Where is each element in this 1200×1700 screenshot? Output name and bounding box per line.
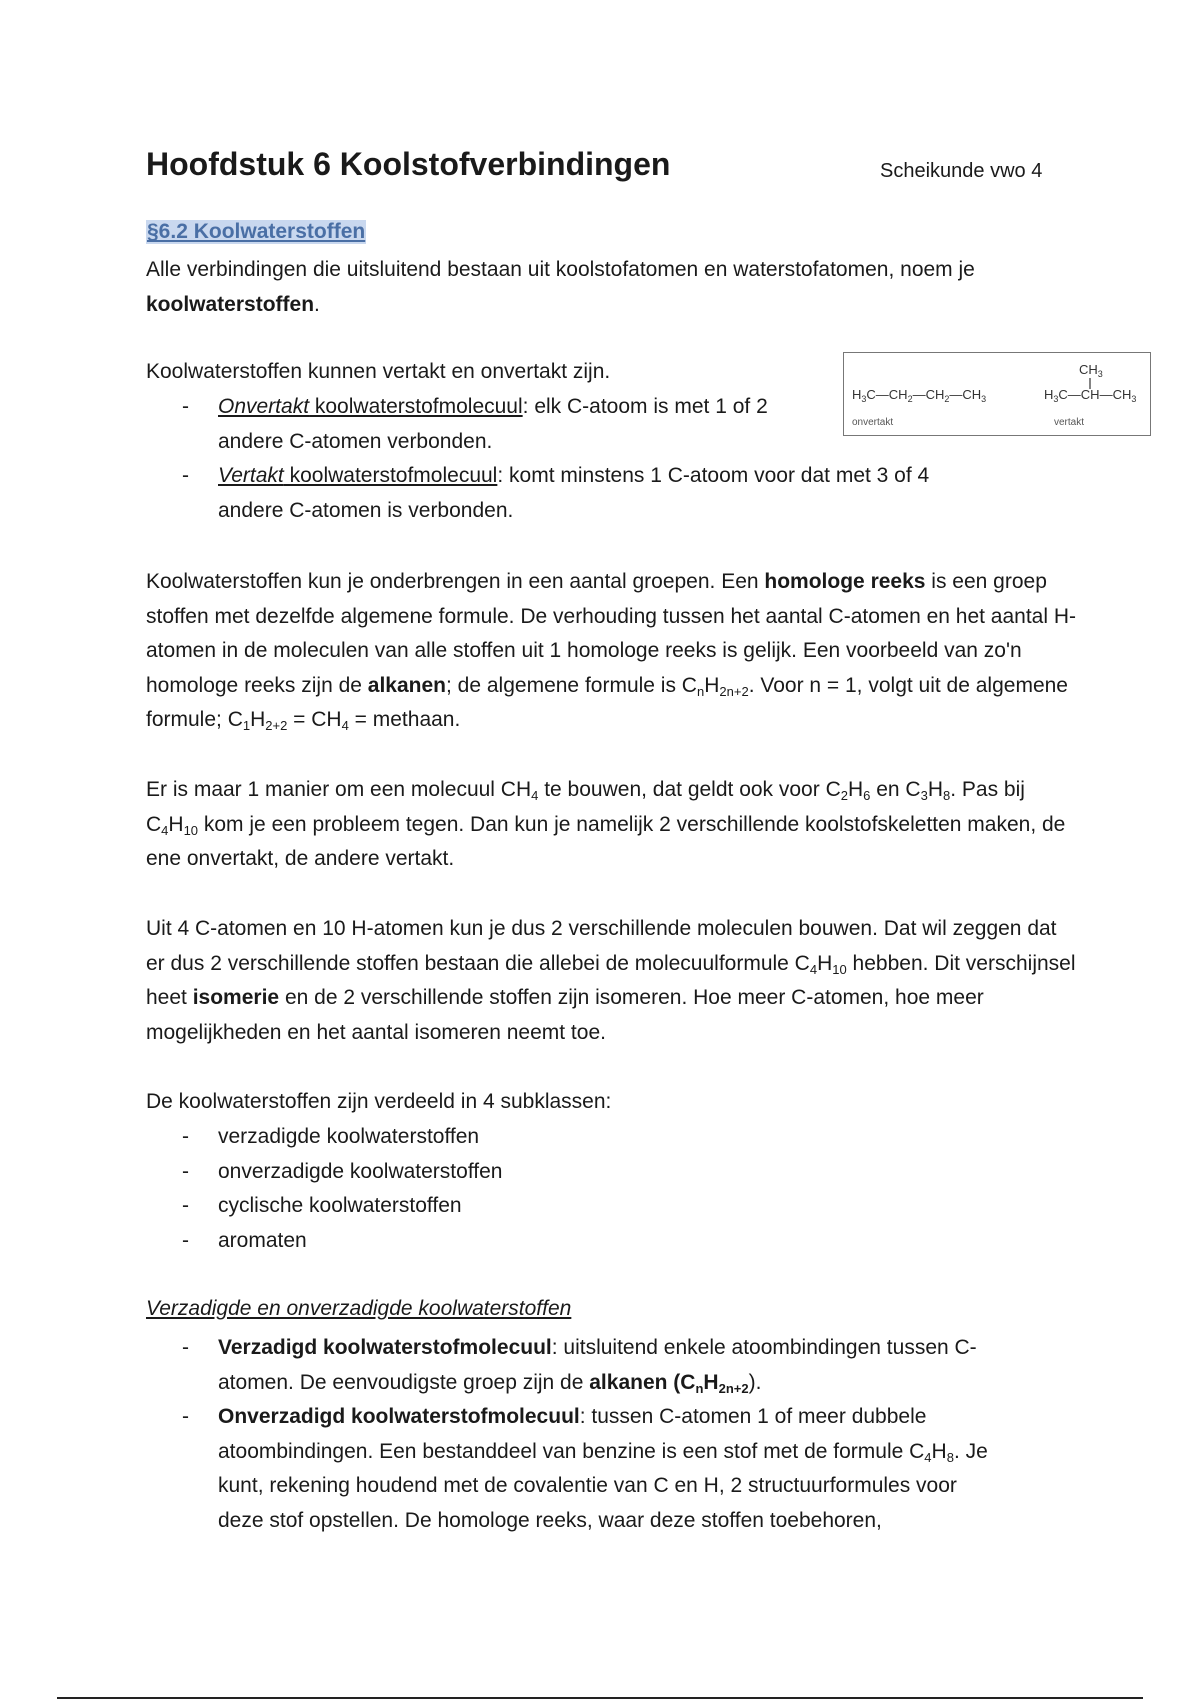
text-run: H — [927, 778, 943, 801]
text-run: ). — [748, 1370, 762, 1394]
term-koolwaterstoffen: koolwaterstoffen — [146, 292, 315, 316]
subscript: 4 — [809, 961, 818, 977]
text-run: H — [931, 1439, 947, 1463]
list-item: - onverzadigde koolwaterstoffen — [146, 1155, 1076, 1190]
term-vertakt: Vertakt — [218, 464, 284, 487]
paragraph-subklassen-intro: De koolwaterstoffen zijn verdeeld in 4 subklassen: — [146, 1090, 612, 1113]
list-item-vertakt — [146, 459, 998, 528]
text-run: H — [704, 673, 720, 697]
list-vertakt-onvertakt — [146, 390, 836, 459]
text-run: : uitsluitend enkele atoombindingen tussen C-atomen. De eenvoudigste groep zijn de — [218, 1336, 977, 1394]
subscript: 4 — [161, 822, 169, 838]
text-run: Er is maar 1 manier om een molecuul CH — [146, 778, 532, 801]
text-run: . — [314, 292, 320, 316]
subscript: 4 — [924, 1449, 932, 1465]
subscript: 2n+2 — [718, 1380, 749, 1396]
subscript: 6 — [863, 788, 871, 803]
formula-branch-ch3: $CH_3$ — [1079, 362, 1103, 379]
text-run: H — [847, 778, 864, 801]
subsection-heading: Verzadigde en onverzadigde koolwaterstoffen — [146, 1297, 572, 1320]
list-item: - aromaten — [146, 1224, 1076, 1259]
text-run: . Je kunt, rekening houdend met de covalentie van C en H, 2 structuurformules voor deze stof opstellen. De homologe reeks, waar deze stoffen toebehoren, — [218, 1439, 988, 1532]
paragraph-koolwaterstoffen-definition — [146, 253, 1076, 322]
text-run: Koolwaterstoffen kun je onderbrengen in een aantal groepen. Een — [146, 570, 765, 593]
list-subklassen — [146, 1120, 1076, 1258]
formula-vertakt: $H_3C—CH—CH_3$ — [1044, 387, 1137, 404]
subscript: 1 — [242, 718, 251, 733]
text-run: H — [250, 708, 266, 731]
text-run: . Voor n = 1, volgt uit de algemene formule; C — [146, 673, 1068, 731]
term-alkanen: alkanen — [367, 673, 447, 697]
text-run: is een groep stoffen met dezelfde algemene formule. De verhouding tussen het aantal C-atomen en het aantal H-atomen in de moleculen van alle stoffen uit 1 homologe reeks is gelijk. Een voorbeeld van zo'n homologe reeks zijn de — [146, 570, 1077, 697]
paragraph-vertakt-intro: Koolwaterstoffen kunnen vertakt en onvertakt zijn. — [146, 360, 611, 383]
text-run: : elk C-atoom is met 1 of 2 andere C-atomen verbonden. — [218, 395, 768, 453]
term-homologe-reeks: homologe reeks — [764, 570, 926, 593]
term-isomerie: isomerie — [192, 986, 280, 1009]
formula-run: (C — [667, 1370, 696, 1394]
term-onverzadigd: Onverzadigd koolwaterstofmolecuul — [218, 1405, 580, 1428]
term-molecuul: koolwaterstofmolecuul — [309, 395, 523, 418]
text-run: hebben. Dit verschijnsel heet — [146, 951, 1076, 1009]
text-run: en C — [870, 778, 921, 801]
list-verzadigd-onverzadigd — [146, 1331, 1076, 1538]
section-heading[interactable]: §6.2 Koolwaterstoffen — [147, 220, 366, 243]
text-run: kom je een probleem tegen. Dan kun je namelijk 2 verschillende koolstofskeletten maken, de ene onvertakt, de andere vertakt. — [146, 812, 1066, 870]
text-run: : komt minstens 1 C-atoom voor dat met 3 of 4 andere C-atomen is verbonden. — [218, 464, 930, 522]
subscript: 2 — [840, 788, 848, 803]
subject-label: Scheikunde vwo 4 — [880, 160, 1043, 182]
text-run: H — [168, 812, 184, 836]
formula-onvertakt: $H_3C—CH_2—CH_2—CH_3$ — [852, 387, 987, 404]
list-vertakt — [146, 459, 1076, 528]
text-run: = methaan. — [348, 708, 461, 731]
text-run: : tussen C-atomen 1 of meer dubbele atoombindingen. Een bestanddeel van benzine is een stof met de formule C — [218, 1405, 927, 1463]
text-run: ; de algemene formule is C — [446, 673, 697, 697]
term-verzadigd: Verzadigd koolwaterstofmolecuul — [218, 1336, 552, 1359]
list-item-onvertakt — [146, 390, 836, 459]
formula-run: H — [703, 1370, 719, 1394]
butane-isomers-figure — [843, 352, 1151, 436]
text-run: = CH — [287, 708, 342, 731]
term-alkanen: alkanen — [589, 1370, 668, 1394]
text-run: te bouwen, dat geldt ook voor C — [538, 778, 841, 801]
term-onvertakt: Onvertakt — [218, 395, 310, 418]
text-run: H — [817, 951, 833, 975]
page-title: Hoofdstuk 6 Koolstofverbindingen — [146, 146, 671, 182]
subscript: 8 — [946, 1449, 954, 1465]
subscript: 2n+2 — [719, 683, 749, 699]
list-item: - cyclische koolwaterstoffen — [146, 1189, 1076, 1224]
subscript: n — [696, 683, 705, 699]
subscript: 8 — [942, 788, 951, 803]
text-run: . Pas bij C — [146, 778, 1025, 836]
term-molecuul: koolwaterstofmolecuul — [283, 464, 498, 487]
list-item-verzadigd — [146, 1331, 1008, 1400]
paragraph-c4h10-probleem — [146, 773, 1076, 877]
paragraph-isomerie — [146, 912, 1076, 1050]
subscript: 3 — [920, 788, 928, 803]
label-onvertakt: onvertakt — [852, 417, 894, 428]
subscript: 4 — [531, 788, 539, 803]
paragraph-homologe-reeks — [146, 565, 1076, 738]
subscript: 10 — [183, 822, 199, 838]
subscript: n — [695, 1380, 704, 1396]
label-vertakt: vertakt — [1054, 417, 1085, 428]
text-run: Uit 4 C-atomen en 10 H-atomen kun je dus 2 verschillende moleculen bouwen. Dat wil zeggen dat er dus 2 verschillende stoffen bestaan die allebei de molecuulformule C — [146, 917, 1057, 975]
bottom-divider — [57, 1697, 1143, 1699]
subscript: 10 — [832, 961, 847, 977]
subscript: 4 — [341, 718, 349, 733]
list-item: - verzadigde koolwaterstoffen — [146, 1120, 1076, 1155]
text-run: Alle verbindingen die uitsluitend bestaan uit koolstofatomen en waterstofatomen, noem je — [146, 258, 975, 281]
text-run: en de 2 verschillende stoffen zijn isomeren. Hoe meer C-atomen, hoe meer mogelijkheden en het aantal isomeren neemt toe. — [146, 986, 984, 1044]
list-item-onverzadigd — [146, 1400, 1008, 1538]
structure-diagram — [844, 353, 1150, 435]
subscript: 2+2 — [265, 718, 288, 733]
